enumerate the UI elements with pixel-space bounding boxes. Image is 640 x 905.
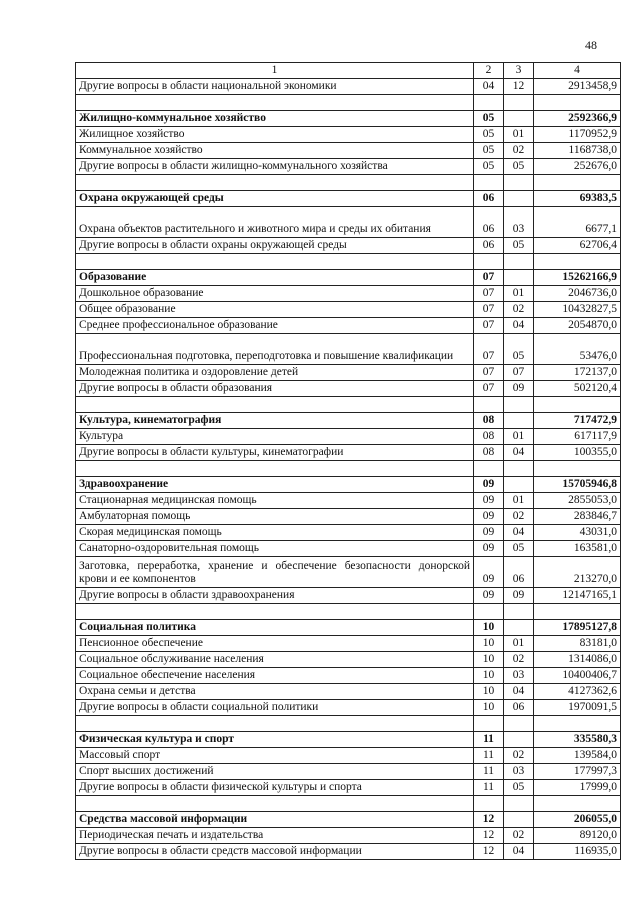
page-number: 48 (585, 38, 597, 52)
table-row (76, 286, 621, 302)
row-amount-cell: 116935,0 (534, 844, 621, 860)
row-name-cell: Другие вопросы в области жилищно-коммунального хозяйства (76, 159, 474, 175)
row-subsection-code-cell: 02 (504, 143, 534, 159)
row-amount-cell: 83181,0 (534, 636, 621, 652)
row-amount-cell: 617117,9 (534, 429, 621, 445)
row-subsection-code-cell (504, 477, 534, 493)
row-subsection-code-cell (504, 732, 534, 748)
spacer-row (76, 604, 621, 620)
row-subsection-code-cell: 02 (504, 652, 534, 668)
row-name-cell: Другие вопросы в области национальной экономики (76, 79, 474, 95)
row-amount-cell: 172137,0 (534, 365, 621, 381)
row-amount-cell: 15262166,9 (534, 270, 621, 286)
row-subsection-code-cell (504, 191, 534, 207)
row-subsection-code-cell: 03 (504, 668, 534, 684)
row-subsection-code-cell (504, 175, 534, 191)
row-name-cell: Средства массовой информации (76, 812, 474, 828)
row-name-cell: Другие вопросы в области средств массовой информации (76, 844, 474, 860)
table-row (76, 381, 621, 397)
row-name-cell: Образование (76, 270, 474, 286)
row-name-cell (76, 254, 474, 270)
row-amount-cell: 4127362,6 (534, 684, 621, 700)
row-subsection-code-cell: 01 (504, 493, 534, 509)
row-name-cell (76, 397, 474, 413)
row-section-code-cell: 08 (474, 429, 504, 445)
row-amount-cell: 10400406,7 (534, 668, 621, 684)
row-amount-cell: 717472,9 (534, 413, 621, 429)
table-row (76, 445, 621, 461)
row-subsection-code-cell: 12 (504, 79, 534, 95)
row-subsection-code-cell: 07 (504, 365, 534, 381)
row-section-code-cell: 05 (474, 143, 504, 159)
row-amount-cell (534, 716, 621, 732)
row-amount-cell: 62706,4 (534, 238, 621, 254)
row-amount-cell: 2046736,0 (534, 286, 621, 302)
table-row (76, 159, 621, 175)
row-name-cell: Периодическая печать и издательства (76, 828, 474, 844)
row-name-cell: Другие вопросы в области образования (76, 381, 474, 397)
row-amount-cell: 2592366,9 (534, 111, 621, 127)
row-name-cell: Амбулаторная помощь (76, 509, 474, 525)
row-name-cell: Другие вопросы в области физической культуры и спорта (76, 780, 474, 796)
table-row (76, 429, 621, 445)
row-subsection-code-cell (504, 716, 534, 732)
spacer-row (76, 95, 621, 111)
row-subsection-code-cell: 01 (504, 127, 534, 143)
row-subsection-code-cell (504, 812, 534, 828)
spacer-row (76, 716, 621, 732)
row-section-code-cell: 09 (474, 509, 504, 525)
row-section-code-cell: 07 (474, 270, 504, 286)
row-name-cell: Социальная политика (76, 620, 474, 636)
row-amount-cell: 163581,0 (534, 541, 621, 557)
row-subsection-code-cell (504, 95, 534, 111)
row-name-cell: Жилищно-коммунальное хозяйство (76, 111, 474, 127)
row-name-cell: Профессиональная подготовка, переподготовка и повышение квалификации (76, 334, 474, 365)
row-section-code-cell: 10 (474, 700, 504, 716)
row-subsection-code-cell: 02 (504, 748, 534, 764)
row-name-cell: Пенсионное обеспечение (76, 636, 474, 652)
row-name-cell: Стационарная медицинская помощь (76, 493, 474, 509)
row-amount-cell: 53476,0 (534, 334, 621, 365)
row-amount-cell (534, 95, 621, 111)
row-subsection-code-cell (504, 620, 534, 636)
row-section-code-cell: 11 (474, 748, 504, 764)
table-row (76, 493, 621, 509)
row-amount-cell: 252676,0 (534, 159, 621, 175)
row-name-cell: Заготовка, переработка, хранение и обеспечение безопасности донорской крови и ее компонентов (76, 557, 474, 588)
row-amount-cell: 10432827,5 (534, 302, 621, 318)
row-section-code-cell: 06 (474, 238, 504, 254)
row-amount-cell: 283846,7 (534, 509, 621, 525)
table-row (76, 525, 621, 541)
table-row (76, 636, 621, 652)
row-subsection-code-cell: 09 (504, 588, 534, 604)
table-row (76, 764, 621, 780)
row-subsection-code-cell (504, 604, 534, 620)
row-subsection-code-cell: 04 (504, 844, 534, 860)
row-subsection-code-cell (504, 270, 534, 286)
row-name-cell (76, 796, 474, 812)
row-section-code-cell: 07 (474, 334, 504, 365)
row-name-cell: Физическая культура и спорт (76, 732, 474, 748)
row-section-code-cell: 05 (474, 159, 504, 175)
row-subsection-code-cell (504, 397, 534, 413)
row-subsection-code-cell (504, 796, 534, 812)
row-amount-cell: 17895127,8 (534, 620, 621, 636)
table-row (76, 557, 621, 588)
row-name-cell: Среднее профессиональное образование (76, 318, 474, 334)
section-row (76, 732, 621, 748)
row-section-code-cell (474, 461, 504, 477)
row-name-cell: Массовый спорт (76, 748, 474, 764)
table-row (76, 302, 621, 318)
row-amount-cell: 1168738,0 (534, 143, 621, 159)
row-section-code-cell: 12 (474, 812, 504, 828)
table-header-row (76, 63, 621, 79)
row-section-code-cell: 09 (474, 477, 504, 493)
row-section-code-cell (474, 716, 504, 732)
table-row (76, 79, 621, 95)
row-amount-cell: 335580,3 (534, 732, 621, 748)
row-name-cell: Санаторно-оздоровительная помощь (76, 541, 474, 557)
row-section-code-cell: 08 (474, 445, 504, 461)
row-subsection-code-cell: 02 (504, 509, 534, 525)
row-section-code-cell: 09 (474, 557, 504, 588)
row-section-code-cell: 11 (474, 732, 504, 748)
header-col-amount: 4 (534, 63, 621, 79)
row-name-cell: Жилищное хозяйство (76, 127, 474, 143)
row-name-cell: Социальное обслуживание населения (76, 652, 474, 668)
row-section-code-cell: 11 (474, 780, 504, 796)
row-amount-cell: 43031,0 (534, 525, 621, 541)
row-subsection-code-cell: 06 (504, 557, 534, 588)
row-section-code-cell: 10 (474, 620, 504, 636)
row-amount-cell: 177997,3 (534, 764, 621, 780)
row-name-cell: Другие вопросы в области культуры, кинематографии (76, 445, 474, 461)
row-name-cell: Коммунальное хозяйство (76, 143, 474, 159)
row-subsection-code-cell: 06 (504, 700, 534, 716)
row-section-code-cell (474, 175, 504, 191)
table-row (76, 780, 621, 796)
row-name-cell: Охрана семьи и детства (76, 684, 474, 700)
table-row (76, 127, 621, 143)
row-section-code-cell: 06 (474, 207, 504, 238)
table-row (76, 652, 621, 668)
row-subsection-code-cell: 01 (504, 636, 534, 652)
table-row (76, 143, 621, 159)
row-amount-cell (534, 461, 621, 477)
table-row (76, 828, 621, 844)
row-name-cell: Общее образование (76, 302, 474, 318)
row-section-code-cell: 05 (474, 111, 504, 127)
section-row (76, 191, 621, 207)
row-section-code-cell (474, 796, 504, 812)
row-name-cell: Социальное обеспечение населения (76, 668, 474, 684)
row-subsection-code-cell: 04 (504, 318, 534, 334)
table-row (76, 365, 621, 381)
row-name-cell (76, 175, 474, 191)
table-row (76, 684, 621, 700)
row-name-cell: Культура, кинематография (76, 413, 474, 429)
row-amount-cell: 100355,0 (534, 445, 621, 461)
row-section-code-cell (474, 604, 504, 620)
row-name-cell: Другие вопросы в области здравоохранения (76, 588, 474, 604)
row-section-code-cell: 12 (474, 844, 504, 860)
row-subsection-code-cell (504, 461, 534, 477)
spacer-row (76, 796, 621, 812)
row-section-code-cell (474, 397, 504, 413)
section-row (76, 812, 621, 828)
row-amount-cell (534, 604, 621, 620)
row-amount-cell: 2054870,0 (534, 318, 621, 334)
row-name-cell: Культура (76, 429, 474, 445)
row-amount-cell: 17999,0 (534, 780, 621, 796)
budget-table (75, 62, 621, 860)
row-subsection-code-cell: 01 (504, 286, 534, 302)
row-section-code-cell: 12 (474, 828, 504, 844)
row-name-cell (76, 604, 474, 620)
table-row (76, 238, 621, 254)
table-body (76, 79, 621, 860)
spacer-row (76, 397, 621, 413)
row-section-code-cell: 10 (474, 636, 504, 652)
row-section-code-cell: 10 (474, 668, 504, 684)
row-name-cell: Спорт высших достижений (76, 764, 474, 780)
row-subsection-code-cell: 05 (504, 780, 534, 796)
spacer-row (76, 254, 621, 270)
row-amount-cell: 1314086,0 (534, 652, 621, 668)
row-section-code-cell: 06 (474, 191, 504, 207)
row-amount-cell: 502120,4 (534, 381, 621, 397)
row-subsection-code-cell: 05 (504, 159, 534, 175)
table-row (76, 334, 621, 365)
row-section-code-cell: 11 (474, 764, 504, 780)
row-amount-cell (534, 175, 621, 191)
row-section-code-cell: 07 (474, 286, 504, 302)
row-section-code-cell: 07 (474, 318, 504, 334)
row-amount-cell (534, 254, 621, 270)
spacer-row (76, 461, 621, 477)
row-amount-cell: 89120,0 (534, 828, 621, 844)
row-subsection-code-cell (504, 111, 534, 127)
row-subsection-code-cell: 03 (504, 764, 534, 780)
table-row (76, 509, 621, 525)
row-section-code-cell (474, 95, 504, 111)
table-row (76, 318, 621, 334)
section-row (76, 111, 621, 127)
row-subsection-code-cell: 04 (504, 525, 534, 541)
row-subsection-code-cell: 02 (504, 828, 534, 844)
row-name-cell: Дошкольное образование (76, 286, 474, 302)
row-subsection-code-cell: 03 (504, 207, 534, 238)
row-amount-cell: 139584,0 (534, 748, 621, 764)
row-name-cell: Охрана объектов растительного и животного мира и среды их обитания (76, 207, 474, 238)
section-row (76, 477, 621, 493)
row-section-code-cell: 05 (474, 127, 504, 143)
row-amount-cell: 6677,1 (534, 207, 621, 238)
row-section-code-cell: 10 (474, 652, 504, 668)
row-amount-cell (534, 796, 621, 812)
row-section-code-cell: 09 (474, 493, 504, 509)
table-row (76, 207, 621, 238)
row-section-code-cell: 08 (474, 413, 504, 429)
spacer-row (76, 175, 621, 191)
header-col-subsection: 3 (504, 63, 534, 79)
section-row (76, 620, 621, 636)
row-name-cell: Другие вопросы в области охраны окружающей среды (76, 238, 474, 254)
table-row (76, 541, 621, 557)
row-section-code-cell: 09 (474, 525, 504, 541)
section-row (76, 270, 621, 286)
row-section-code-cell: 09 (474, 588, 504, 604)
header-col-section: 2 (474, 63, 504, 79)
row-amount-cell: 69383,5 (534, 191, 621, 207)
row-amount-cell: 2855053,0 (534, 493, 621, 509)
row-amount-cell (534, 397, 621, 413)
row-name-cell: Здравоохранение (76, 477, 474, 493)
row-amount-cell: 206055,0 (534, 812, 621, 828)
table-row (76, 588, 621, 604)
row-section-code-cell: 04 (474, 79, 504, 95)
row-section-code-cell (474, 254, 504, 270)
table-row (76, 844, 621, 860)
row-subsection-code-cell: 01 (504, 429, 534, 445)
row-section-code-cell: 10 (474, 684, 504, 700)
row-subsection-code-cell: 09 (504, 381, 534, 397)
row-subsection-code-cell: 05 (504, 541, 534, 557)
row-section-code-cell: 07 (474, 365, 504, 381)
row-section-code-cell: 09 (474, 541, 504, 557)
row-subsection-code-cell: 04 (504, 445, 534, 461)
row-amount-cell: 1970091,5 (534, 700, 621, 716)
row-amount-cell: 2913458,9 (534, 79, 621, 95)
table-row (76, 668, 621, 684)
row-amount-cell: 213270,0 (534, 557, 621, 588)
row-name-cell (76, 461, 474, 477)
row-name-cell: Другие вопросы в области социальной политики (76, 700, 474, 716)
row-name-cell: Охрана окружающей среды (76, 191, 474, 207)
table-row (76, 700, 621, 716)
row-amount-cell: 1170952,9 (534, 127, 621, 143)
row-subsection-code-cell (504, 254, 534, 270)
row-section-code-cell: 07 (474, 302, 504, 318)
row-subsection-code-cell: 05 (504, 334, 534, 365)
row-amount-cell: 15705946,8 (534, 477, 621, 493)
row-subsection-code-cell: 04 (504, 684, 534, 700)
row-amount-cell: 12147165,1 (534, 588, 621, 604)
row-subsection-code-cell (504, 413, 534, 429)
row-name-cell: Скорая медицинская помощь (76, 525, 474, 541)
row-subsection-code-cell: 05 (504, 238, 534, 254)
row-subsection-code-cell: 02 (504, 302, 534, 318)
row-section-code-cell: 07 (474, 381, 504, 397)
row-name-cell (76, 716, 474, 732)
row-name-cell: Молодежная политика и оздоровление детей (76, 365, 474, 381)
row-name-cell (76, 95, 474, 111)
header-col-name: 1 (76, 63, 474, 79)
table-row (76, 748, 621, 764)
section-row (76, 413, 621, 429)
